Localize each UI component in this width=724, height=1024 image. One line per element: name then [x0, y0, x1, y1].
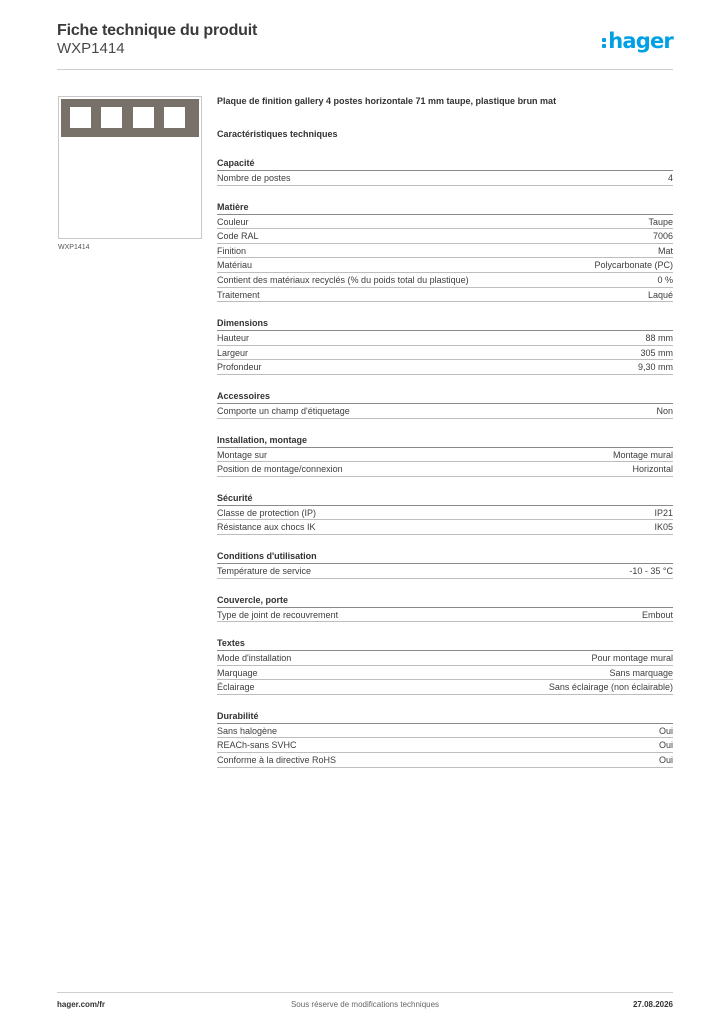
spec-value: -10 - 35 °C	[629, 565, 673, 576]
spec-row	[217, 651, 673, 666]
spec-value: Pour montage mural	[591, 653, 673, 664]
product-reference: WXP1414	[57, 40, 125, 57]
spec-label: Montage sur	[217, 449, 268, 460]
spec-row	[217, 608, 673, 623]
spec-row	[217, 462, 673, 477]
spec-label: Contient des matériaux recyclés (% du poids total du plastique)	[217, 274, 469, 285]
spec-row	[217, 360, 673, 375]
spec-group	[217, 594, 673, 623]
spec-value: Embout	[641, 609, 673, 620]
spec-label: Classe de protection (IP)	[217, 507, 317, 518]
plate-slot	[70, 107, 91, 128]
spec-row	[217, 506, 673, 521]
spec-group-title: Matière	[217, 201, 673, 215]
spec-label: Matériau	[217, 260, 253, 271]
spec-row	[217, 288, 673, 303]
spec-value: Sans marquage	[609, 667, 673, 678]
spec-row	[217, 258, 673, 273]
spec-group-title: Dimensions	[217, 317, 673, 331]
spec-group-title: Conditions d'utilisation	[217, 550, 673, 564]
spec-row	[217, 738, 673, 753]
spec-value: 88 mm	[645, 333, 673, 344]
spec-label: Largeur	[217, 347, 249, 358]
spec-value: Oui	[658, 755, 673, 766]
logo-dots-icon	[602, 30, 606, 52]
spec-value: Sans éclairage (non éclairable)	[548, 682, 673, 693]
footer-website: hager.com/fr	[57, 1000, 106, 1009]
spec-label: Conforme à la directive RoHS	[217, 755, 337, 766]
spec-row	[217, 215, 673, 230]
spec-group	[217, 201, 673, 303]
spec-label: Température de service	[217, 565, 312, 576]
spec-row	[217, 273, 673, 288]
document-title: Fiche technique du produit	[57, 22, 258, 39]
spec-row	[217, 724, 673, 739]
spec-label: Comporte un champ d'étiquetage	[217, 405, 350, 416]
spec-group	[217, 390, 673, 419]
spec-label: Code RAL	[217, 231, 259, 242]
spec-group	[217, 637, 673, 695]
spec-value: Taupe	[648, 216, 673, 227]
spec-value: Oui	[658, 740, 673, 751]
spec-group	[217, 434, 673, 477]
spec-value: Polycarbonate (PC)	[594, 260, 673, 271]
spec-row	[217, 520, 673, 535]
product-image	[58, 96, 202, 239]
spec-row	[217, 244, 673, 259]
page-footer	[57, 992, 673, 1016]
spec-label: Sans halogène	[217, 725, 278, 736]
spec-value: 9,30 mm	[637, 362, 673, 373]
spec-row	[217, 666, 673, 681]
spec-label: Marquage	[217, 667, 258, 678]
plate-slot	[101, 107, 122, 128]
spec-value: Oui	[658, 725, 673, 736]
spec-row	[217, 404, 673, 419]
plate-slot	[133, 107, 154, 128]
spec-row	[217, 229, 673, 244]
spec-group-title: Sécurité	[217, 492, 673, 506]
spec-label: Type de joint de recouvrement	[217, 609, 339, 620]
spec-value: Non	[656, 405, 673, 416]
spec-row	[217, 171, 673, 186]
spec-label: Profondeur	[217, 362, 262, 373]
spec-group	[217, 492, 673, 535]
spec-groups	[217, 157, 673, 768]
specs-heading: Caractéristiques techniques	[217, 129, 338, 139]
spec-value: IK05	[654, 522, 673, 533]
image-caption: WXP1414	[58, 244, 90, 251]
spec-group	[217, 157, 673, 186]
spec-value: 305 mm	[640, 347, 673, 358]
spec-label: Hauteur	[217, 333, 250, 344]
spec-row	[217, 564, 673, 579]
hager-logo	[602, 28, 673, 54]
spec-value: Laqué	[647, 289, 673, 300]
spec-label: Traitement	[217, 289, 260, 300]
spec-label: Nombre de postes	[217, 173, 291, 183]
spec-group	[217, 317, 673, 375]
spec-label: Mode d'installation	[217, 653, 292, 664]
specifications-content	[217, 96, 673, 768]
page-header	[57, 22, 673, 70]
spec-group-title: Installation, montage	[217, 434, 673, 448]
footer-date: 27.08.2026	[632, 1000, 673, 1009]
spec-row	[217, 331, 673, 346]
spec-group-title: Textes	[217, 637, 673, 651]
spec-group	[217, 710, 673, 768]
spec-value: Mat	[657, 245, 673, 256]
spec-group-title: Durabilité	[217, 710, 673, 724]
spec-row	[217, 448, 673, 463]
logo-text: hager	[608, 29, 673, 53]
plate-slot	[164, 107, 185, 128]
spec-label: Position de montage/connexion	[217, 464, 343, 475]
product-description: Plaque de finition gallery 4 postes horizontale 71 mm taupe, plastique brun mat	[217, 96, 557, 106]
footer-disclaimer: Sous réserve de modifications techniques	[290, 1000, 440, 1009]
spec-value: Horizontal	[632, 464, 673, 475]
spec-value: 4	[667, 173, 673, 183]
spec-value: 7006	[652, 231, 673, 242]
spec-label: Finition	[217, 245, 247, 256]
spec-value: IP21	[654, 507, 673, 518]
spec-label: Résistance aux chocs IK	[217, 522, 316, 533]
spec-group-title: Accessoires	[217, 390, 673, 404]
spec-group	[217, 550, 673, 579]
spec-row	[217, 346, 673, 361]
spec-label: Couleur	[217, 216, 249, 227]
spec-row	[217, 680, 673, 695]
spec-group-title: Capacité	[217, 157, 673, 171]
finishing-plate-image	[61, 99, 199, 137]
spec-row	[217, 753, 673, 768]
spec-group-title: Couvercle, porte	[217, 594, 673, 608]
spec-value: 0 %	[657, 274, 673, 285]
spec-label: Éclairage	[217, 682, 255, 693]
spec-label: REACh-sans SVHC	[217, 740, 297, 751]
spec-value: Montage mural	[612, 449, 673, 460]
